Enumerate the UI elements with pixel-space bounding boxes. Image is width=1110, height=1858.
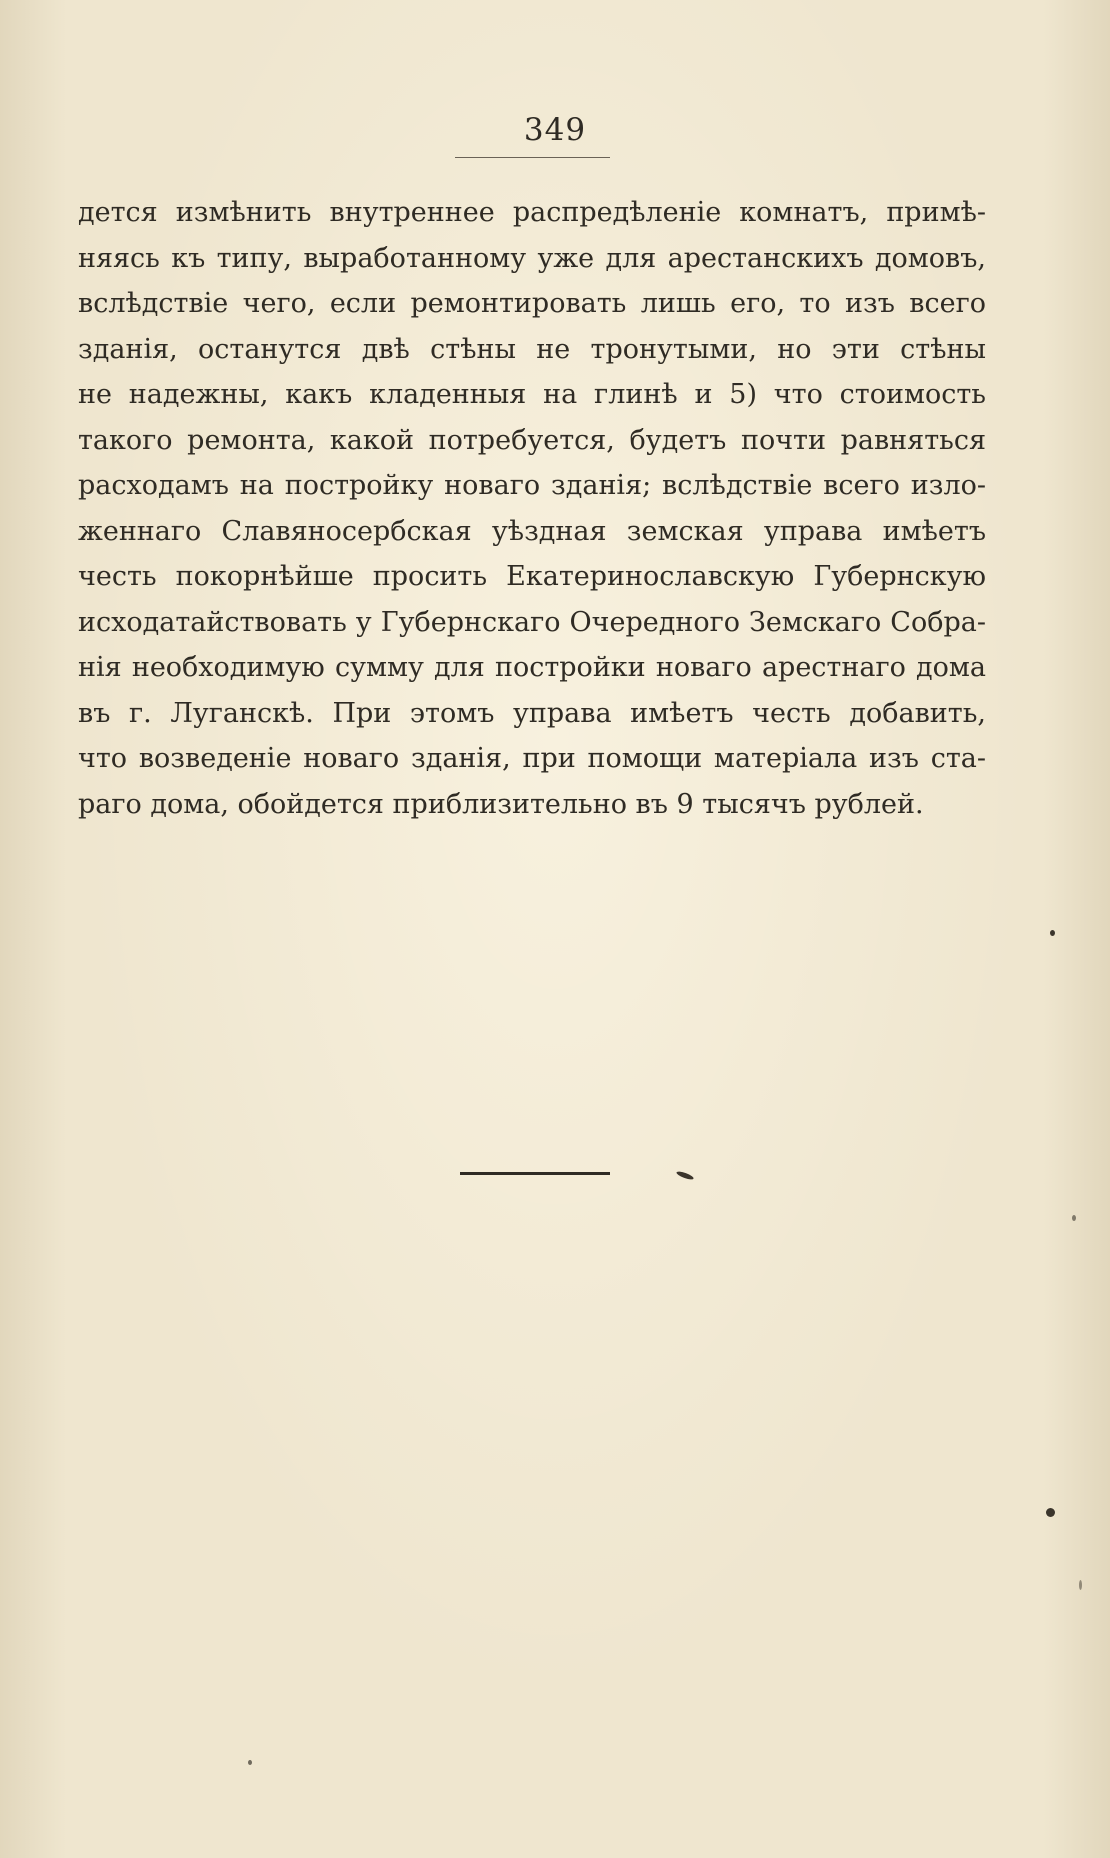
text-line: зданія, останутся двѣ стѣны не тронутыми, но эти стѣны [78,333,986,365]
page-number: 349 [523,112,587,148]
text-line: раго дома, обойдется приблизительно въ 9 тысячъ рублей. [78,788,924,820]
text-line: няясь къ типу, выработанному уже для арестанскихъ домовъ, [78,242,986,274]
text-line: дется измѣнить внутреннее распредѣленіе комнатъ, примѣ- [78,197,986,228]
paper-speck [1072,1215,1076,1221]
paper-speck [1079,1580,1082,1590]
text-line: въ г. Луганскѣ. При этомъ управа имѣетъ честь добавить, [78,697,986,729]
paper-speck [248,1760,252,1765]
text-line: исходатайствовать у Губернскаго Очередного Земскаго Собра- [78,606,986,638]
body-text [78,190,986,827]
text-line: такого ремонта, какой потребуется, будетъ почти равняться [78,424,986,456]
paper-speck [1046,1508,1055,1517]
end-rule [460,1172,610,1175]
header-rule [455,157,610,158]
text-line: вслѣдствіе чего, если ремонтировать лишь его, то изъ всего [78,288,986,319]
text-line: нія необходимую сумму для постройки новаго арестнаго дома [78,652,986,683]
paper-speck [676,1170,695,1181]
text-line: что возведеніе новаго зданія, при помощи матеріала изъ ста- [78,743,986,774]
text-line: не надежны, какъ кладенныя на глинѣ и 5) что стоимость [78,379,986,410]
paper-speck [1050,930,1055,936]
text-line: расходамъ на постройку новаго зданія; вслѣдствіе всего изло- [78,470,986,501]
text-line: женнаго Славяносербская уѣздная земская управа имѣетъ [78,515,986,547]
text-line: честь покорнѣйше просить Екатеринославскую Губернскую [78,561,986,592]
